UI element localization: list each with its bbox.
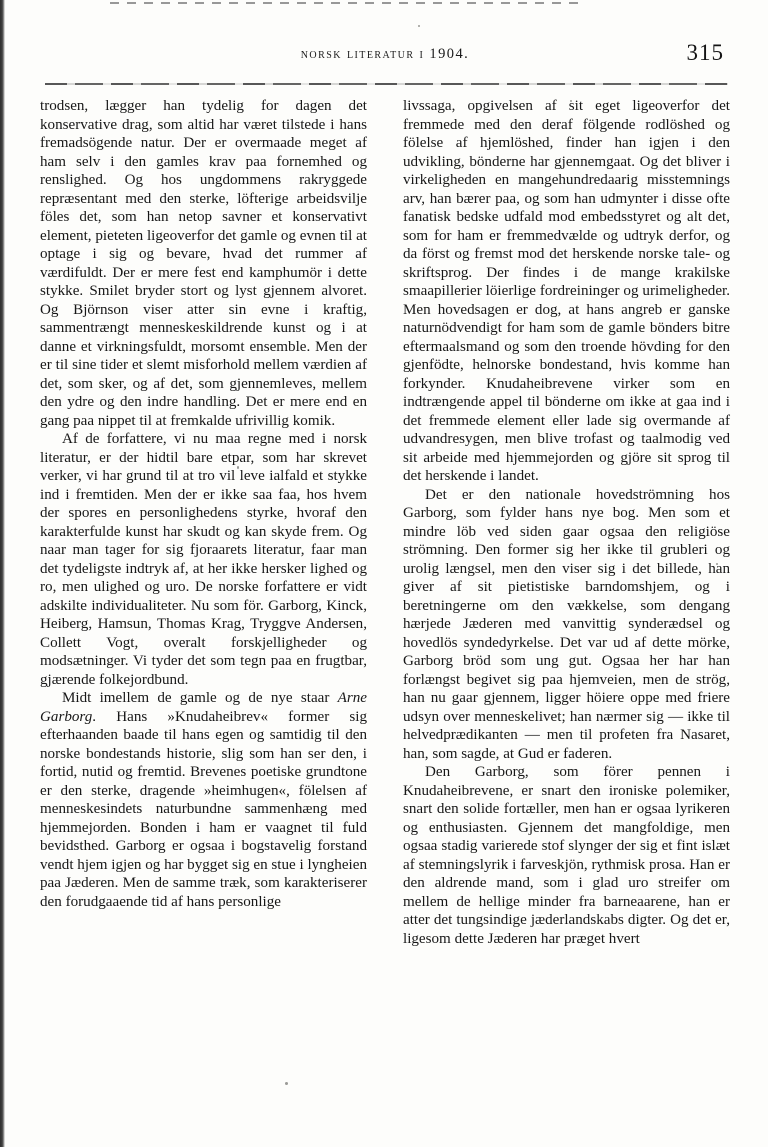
- column-right: [403, 97, 730, 948]
- author-name-italic: Arne Garborg: [40, 690, 367, 725]
- page-number: 315: [686, 40, 724, 65]
- running-head: [40, 40, 730, 72]
- paragraph: Den Garborg, som förer pennen i Knudaheibrevene, er snart den ironiske polemiker, snart den solide fortæller, men han er ogsaa lyrikeren og enthusiasten. Gjennem det mangfoldige, men ogsaa stadig varierede stof slynger der sig et fint islæt af stemningslyrik i farveskjön, rythmisk prosa. Han er den aldrende mand, som i glad uro streifer om mellem de hellige minder fra barneaarene, han er atter det tungsindige jæderlandskabs digter. Og det er, ligesom dette Jæderen har præget hvert: [403, 764, 730, 947]
- paragraph-text: . Hans »Knudaheibrev« former sig efterhaanden baade til hans egen og samtidig til den norske bondestands historie, slig som han ser den, i fortid, nutid og fremtid. Brevenes poetiske grundtone er den sterke, dragende »heimhugen«, fölelsen af menneskesindets naturbundne sammenhæng med hjemmejorden. Bonden i ham er vaagnet til fuld bevidsthed. Garborg er ogsaa i bogstavelig forstand vendt hjem igjen og har bygget sig en stue i lyngheien paa Jæderen. Men de samme træk, som karakteriserer den forudgaaende tid af hans personlige: [40, 708, 367, 910]
- scan-top-artifact: [110, 2, 580, 4]
- header-rule: [45, 83, 728, 85]
- paragraph-text: Midt imellem de gamle og de nye staar: [62, 690, 338, 706]
- paragraph: livssaga, opgivelsen af sit eget ligeoverfor det fremmede med den deraf fölgende rodlöshed og fölelse af hjemlöshed, finder han igjen i den udvikling, bönderne har gjennemgaat. Og det bliver i virkeligheden en mangehundredaarig misstemnings arv, han bærer paa, og som han udmynter i disse ofte fanatisk bedske udfald mod embedsstyret og alt det, som for ham er fremmedvælde og udtryk derfor, og da först og fremst mod det herskende norske tale- og skriftsprog. Der findes i de mange krakilske smaapillerier löierlige fordreininger og urimeligheder. Men hovedsagen er dog, at hans angreb er ganske naturnödvendigt for ham som de gamle bönders bitre eftermaalsmand og som den troende hövding for den gjenfödte, helnorske bondestand, hvis komme han forkynder. Knudaheibrevene virker som en indtrængende appel til bönderne om ikke at gaa ind i det fremmede element eller lade sig overmande af udvandresygen, men blive trofast og taalmodig ved sit arbeide med hjemmejorden og gjöre sit sprog til det herskende i landet.: [403, 98, 730, 484]
- scan-speck: [285, 1082, 288, 1085]
- text-body: [40, 97, 730, 948]
- scan-binding-edge: [0, 0, 5, 1147]
- column-left: [40, 97, 367, 948]
- paragraph: Af de forfattere, vi nu maa regne med i norsk literatur, er der hidtil bare etpar, som har skrevet verker, vi har grund til at tro vil leve ialfald et stykke ind i fremtiden. Men der er ikke saa faa, hos hvem der spores en personlighedens styrke, hvoraf den karakterfulde kunst har skudt og kan skyde frem. Og naar man tager for sig fjoraarets literatur, faar man det tydeligste indtryk af, at her ikke hersker lighed og ro, men ulighed og uro. De norske forfattere er vidt adskilte individualiteter. Nu som för. Garborg, Kinck, Heiberg, Hamsun, Thomas Krag, Tryggve Andersen, Collett Vogt, overalt forskjelligheder og modsætninger. Vi tyder det som tegn paa en frugtbar, gjærende folkejordbund.: [40, 431, 367, 688]
- paragraph: trodsen, lægger han tydelig for dagen det konservative drag, som altid har været tilstede i hans fremadsögende natur. Der er overmaade meget af ham selv i den gamles krav paa fornemhed og renslighed. Og hos ungdommens rakryggede repræsentant med den sterke, löfterige arbeidsvilje föles det, som han netop savner et konservativt element, pieteten ligeoverfor det gamle og evnen til at optage i sig og bevare, hvad det rummer af værdifuldt. Der er mere fest end kamphumör i dette stykke. Smilet bryder stort og lyst gjennem alvoret. Og Björnson viser atter sin evne i kraftig, sammentrængt menneskeskildrende kunst og i at danne et virkningsfuldt, morsomt ensemble. Men der er til sine tider et slemt misforhold mellem værdien af det, som sker, og af det, som gjennemleves, mellem den ydre og den indre handling. Det er mere end en gang paa nippet til at fremkalde ufrivillig komik.: [40, 98, 367, 429]
- scan-speck: [418, 25, 420, 27]
- paragraph-garborg: [40, 689, 367, 911]
- running-head-title: norsk literatur i 1904.: [300, 46, 470, 62]
- paragraph: Det er den nationale hovedströmning hos Garborg, som fylder hans nye bog. Men som et mindre löb ved siden gaar ogsaa den religiöse strömning. Den former sig her ikke til grubleri og urolig længsel, men den viser sig i det billede, han giver af sit pietistiske barndomshjem, og i beretningerne om den vækkelse, som dengang hærjede Jæderen med vanvittig synderædsel og hovedlös syndedyrkelse. Det var ud af dette mörke, Garborg bröd som ung gut. Ogsaa her har han forlængst begivet sig paa hjemveien, men de strög, han nu gaar gjennem, ligger höiere oppe med friere udsyn over menneskelivet; han nærmer sig — ikke til helvedprædikanten — men til profeten fra Nasaret, han, som sagde, at Gud er faderen.: [403, 486, 730, 762]
